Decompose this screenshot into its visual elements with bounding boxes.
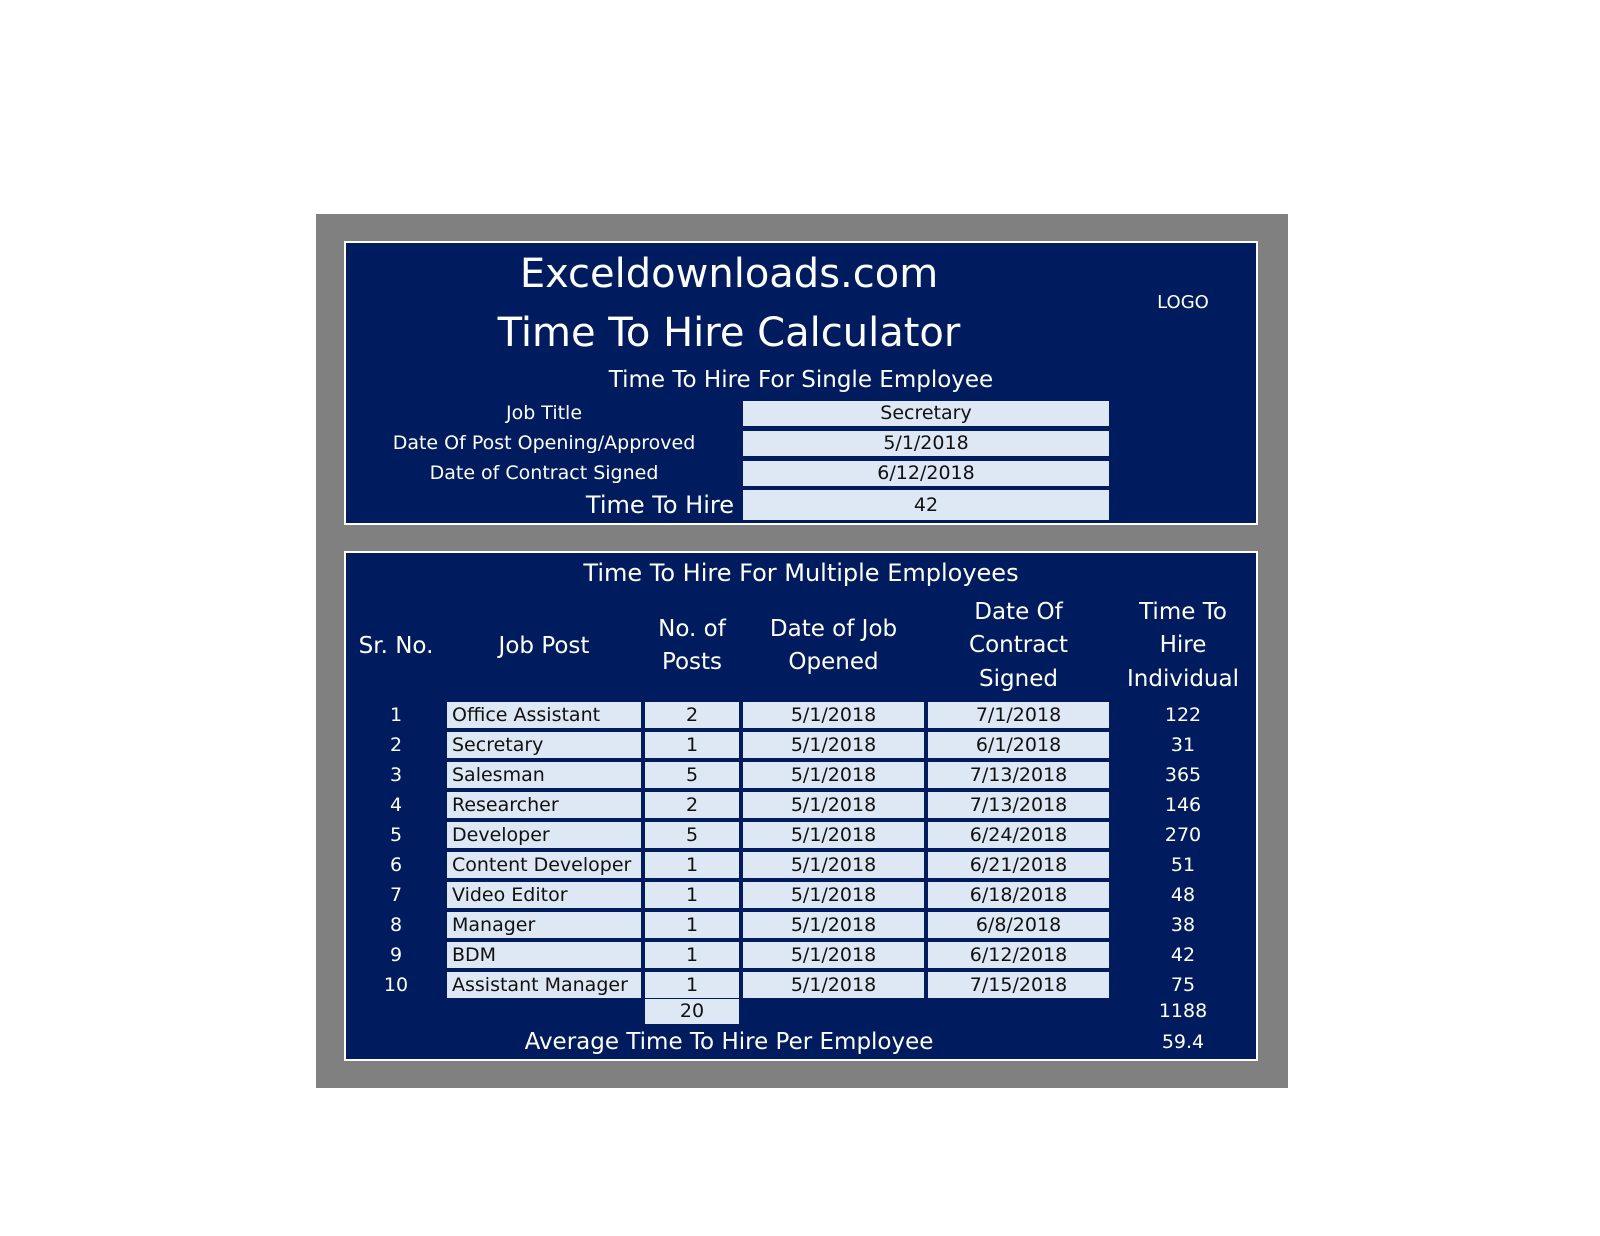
total-posts: 20 xyxy=(645,999,739,1024)
col-header-date-opened: Date of Job Opened xyxy=(743,594,924,698)
cell-sr-no: 6 xyxy=(349,852,443,878)
cell-no-of-posts[interactable]: 1 xyxy=(645,912,739,938)
post-opening-date-field[interactable]: 5/1/2018 xyxy=(743,431,1109,456)
cell-time-to-hire: 146 xyxy=(1113,792,1253,818)
cell-job-post[interactable]: Developer xyxy=(447,822,641,848)
cell-date-signed[interactable]: 6/18/2018 xyxy=(928,882,1109,908)
cell-no-of-posts[interactable]: 1 xyxy=(645,852,739,878)
cell-time-to-hire: 42 xyxy=(1113,942,1253,968)
single-label-post-opening: Date Of Post Opening/Approved xyxy=(349,431,739,456)
cell-sr-no: 8 xyxy=(349,912,443,938)
cell-job-post[interactable]: BDM xyxy=(447,942,641,968)
cell-job-post[interactable]: Secretary xyxy=(447,732,641,758)
site-title: Exceldownloads.com xyxy=(349,246,1109,301)
cell-job-post[interactable]: Office Assistant xyxy=(447,702,641,728)
single-result-value: 42 xyxy=(743,490,1109,520)
multi-heading: Time To Hire For Multiple Employees xyxy=(349,556,1253,590)
cell-date-opened[interactable]: 5/1/2018 xyxy=(743,972,924,998)
average-value: 59.4 xyxy=(1113,1028,1253,1056)
cell-sr-no: 5 xyxy=(349,822,443,848)
cell-no-of-posts[interactable]: 5 xyxy=(645,762,739,788)
cell-date-opened[interactable]: 5/1/2018 xyxy=(743,912,924,938)
col-header-sr-no: Sr. No. xyxy=(349,594,443,698)
cell-date-opened[interactable]: 5/1/2018 xyxy=(743,762,924,788)
logo-placeholder: LOGO xyxy=(1113,246,1253,360)
cell-date-signed[interactable]: 6/12/2018 xyxy=(928,942,1109,968)
totals-spacer xyxy=(743,999,1109,1024)
cell-date-opened[interactable]: 5/1/2018 xyxy=(743,822,924,848)
cell-time-to-hire: 75 xyxy=(1113,972,1253,998)
single-label-job-title: Job Title xyxy=(349,401,739,426)
cell-time-to-hire: 365 xyxy=(1113,762,1253,788)
single-heading: Time To Hire For Single Employee xyxy=(349,364,1253,397)
col-header-job-post: Job Post xyxy=(447,594,641,698)
cell-time-to-hire: 122 xyxy=(1113,702,1253,728)
cell-no-of-posts[interactable]: 5 xyxy=(645,822,739,848)
cell-sr-no: 10 xyxy=(349,972,443,998)
cell-no-of-posts[interactable]: 1 xyxy=(645,882,739,908)
cell-date-signed[interactable]: 7/13/2018 xyxy=(928,762,1109,788)
cell-sr-no: 3 xyxy=(349,762,443,788)
cell-sr-no: 2 xyxy=(349,732,443,758)
cell-no-of-posts[interactable]: 1 xyxy=(645,732,739,758)
col-header-date-signed: Date Of Contract Signed xyxy=(928,594,1109,698)
cell-date-signed[interactable]: 6/21/2018 xyxy=(928,852,1109,878)
average-label: Average Time To Hire Per Employee xyxy=(349,1028,1109,1056)
cell-sr-no: 9 xyxy=(349,942,443,968)
cell-time-to-hire: 270 xyxy=(1113,822,1253,848)
cell-date-signed[interactable]: 6/1/2018 xyxy=(928,732,1109,758)
cell-date-signed[interactable]: 6/24/2018 xyxy=(928,822,1109,848)
cell-sr-no: 7 xyxy=(349,882,443,908)
contract-signed-date-field[interactable]: 6/12/2018 xyxy=(743,461,1109,486)
totals-label-spacer xyxy=(349,999,641,1024)
cell-no-of-posts[interactable]: 2 xyxy=(645,792,739,818)
cell-date-opened[interactable]: 5/1/2018 xyxy=(743,702,924,728)
cell-no-of-posts[interactable]: 1 xyxy=(645,972,739,998)
job-title-field[interactable]: Secretary xyxy=(743,401,1109,426)
cell-job-post[interactable]: Manager xyxy=(447,912,641,938)
cell-no-of-posts[interactable]: 1 xyxy=(645,942,739,968)
cell-date-opened[interactable]: 5/1/2018 xyxy=(743,732,924,758)
cell-date-opened[interactable]: 5/1/2018 xyxy=(743,852,924,878)
cell-job-post[interactable]: Salesman xyxy=(447,762,641,788)
cell-time-to-hire: 38 xyxy=(1113,912,1253,938)
cell-date-signed[interactable]: 7/13/2018 xyxy=(928,792,1109,818)
cell-date-opened[interactable]: 5/1/2018 xyxy=(743,942,924,968)
cell-no-of-posts[interactable]: 2 xyxy=(645,702,739,728)
cell-time-to-hire: 31 xyxy=(1113,732,1253,758)
cell-time-to-hire: 48 xyxy=(1113,882,1253,908)
page-title: Time To Hire Calculator xyxy=(349,305,1109,360)
cell-job-post[interactable]: Video Editor xyxy=(447,882,641,908)
cell-date-signed[interactable]: 7/15/2018 xyxy=(928,972,1109,998)
total-time-to-hire: 1188 xyxy=(1113,999,1253,1024)
single-result-label: Time To Hire xyxy=(349,490,739,520)
cell-date-signed[interactable]: 7/1/2018 xyxy=(928,702,1109,728)
cell-date-opened[interactable]: 5/1/2018 xyxy=(743,792,924,818)
col-header-time-to-hire: Time To Hire Individual xyxy=(1113,594,1253,698)
cell-job-post[interactable]: Assistant Manager xyxy=(447,972,641,998)
cell-date-signed[interactable]: 6/8/2018 xyxy=(928,912,1109,938)
cell-time-to-hire: 51 xyxy=(1113,852,1253,878)
single-label-contract-signed: Date of Contract Signed xyxy=(349,461,739,486)
cell-job-post[interactable]: Content Developer xyxy=(447,852,641,878)
col-header-no-of-posts: No. of Posts xyxy=(645,594,739,698)
cell-sr-no: 1 xyxy=(349,702,443,728)
cell-sr-no: 4 xyxy=(349,792,443,818)
cell-date-opened[interactable]: 5/1/2018 xyxy=(743,882,924,908)
cell-job-post[interactable]: Researcher xyxy=(447,792,641,818)
